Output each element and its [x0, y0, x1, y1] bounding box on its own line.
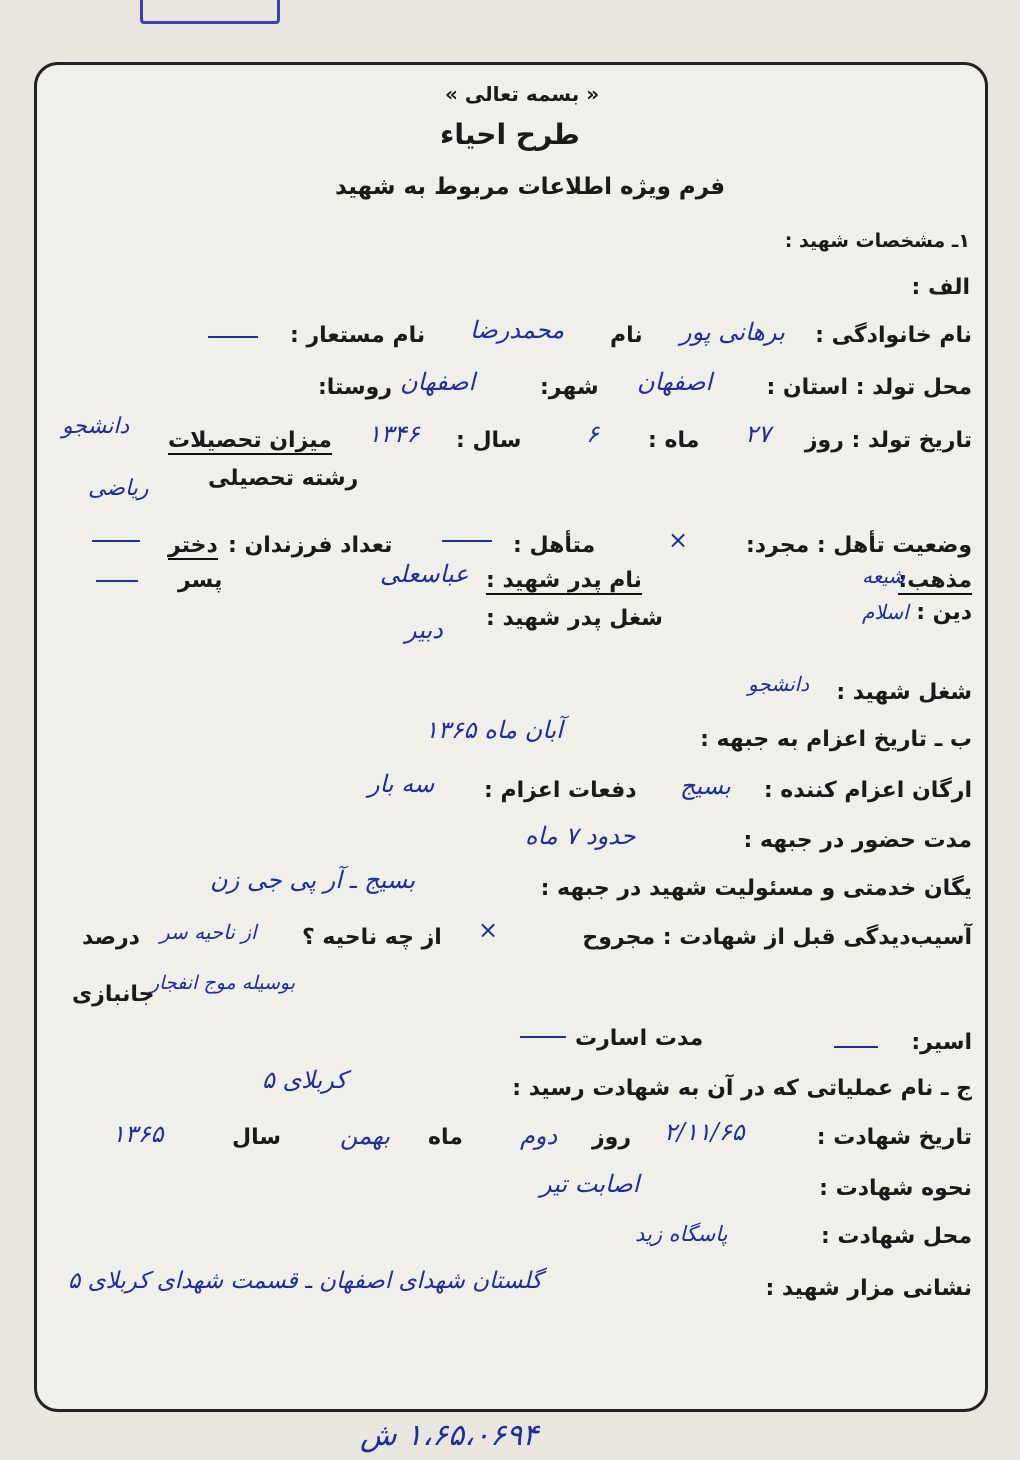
injury-mark: ×: [478, 916, 499, 944]
times-label: دفعات اعزام :: [484, 778, 637, 803]
sect-value: شیعه: [862, 564, 906, 588]
family-label: نام خانوادگی :: [815, 323, 972, 348]
manner-value: اصابت تیر: [540, 1170, 640, 1198]
dispatch-label: ب ـ تاریخ اعزام به جبهه :: [700, 727, 972, 752]
religion-value: اسلام: [862, 600, 909, 624]
sect-label: مذهب:: [898, 568, 972, 593]
unit-value: بسیج ـ آر پی جی زن: [210, 866, 415, 894]
education-label: میزان تحصیلات: [168, 428, 332, 453]
times-value: سه بار: [368, 770, 435, 798]
captive-label: اسیر:: [911, 1030, 972, 1055]
field-value: ریاضی: [88, 476, 149, 501]
martyr-year-value: ۱۳۶۵: [112, 1120, 164, 1148]
alef-label: الف :: [911, 275, 970, 300]
married-label: متأهل :: [513, 533, 596, 558]
province-value: اصفهان: [637, 368, 713, 396]
martyr-month-label: ماه: [428, 1125, 463, 1150]
job-value: دانشجو: [748, 672, 810, 696]
archive-number: ۱،۶۵،۰۶۹۴ ش: [360, 1418, 539, 1453]
section-1-title: ۱ـ مشخصات شهید :: [784, 230, 970, 252]
birth-day-value: ۲۷: [745, 420, 771, 448]
father-job-value: دبیر: [405, 616, 443, 644]
org-label: ارگان اعزام کننده :: [763, 778, 972, 803]
birth-month-label: ماه :: [648, 428, 700, 453]
martyr-month-value: بهمن: [340, 1122, 390, 1150]
martyr-day-label: روز: [592, 1125, 632, 1150]
birthdate-label: تاریخ تولد : روز: [804, 428, 972, 453]
area-value: از ناحیه سر: [160, 920, 257, 944]
operation-label: ج ـ نام عملیاتی که در آن به شهادت رسید :: [512, 1076, 972, 1101]
captivity-dash: [520, 1036, 566, 1038]
village-label: روستا:: [318, 375, 393, 400]
operation-value: کربلای ۵: [262, 1066, 347, 1094]
marital-label: وضعیت تأهل : مجرد:: [745, 533, 972, 558]
percent-label: درصد: [82, 925, 140, 950]
married-dash: [442, 540, 492, 542]
martyr-date-value: ۲/۱۱/۶۵: [664, 1118, 745, 1146]
captivity-label: مدت اسارت: [575, 1026, 704, 1051]
name-value: محمدرضا: [470, 316, 565, 344]
name-label: نام: [610, 323, 643, 348]
veteran-label: جانبازی: [72, 982, 155, 1007]
birth-year-label: سال :: [456, 428, 522, 453]
area-note: بوسیله موج انفجار: [150, 972, 295, 994]
father-name-label: نام پدر شهید :: [486, 568, 642, 593]
duration-value: حدود ۷ ماه: [525, 822, 636, 850]
alias-label: نام مستعار :: [290, 323, 426, 348]
father-name-value: عباسعلی: [380, 560, 469, 588]
dispatch-value: آبان ماه ۱۳۶۵: [425, 716, 563, 744]
place-label: محل شهادت :: [820, 1224, 972, 1249]
stamp: [140, 0, 280, 24]
martyr-year-label: سال: [232, 1125, 281, 1150]
grave-label: نشانی مزار شهید :: [765, 1276, 972, 1301]
basmala: « بسمه تعالی »: [445, 82, 600, 106]
birthplace-label: محل تولد : استان :: [766, 375, 972, 400]
martyr-date-label: تاریخ شهادت :: [816, 1125, 972, 1150]
father-job-label: شغل پدر شهید :: [486, 606, 663, 631]
injury-label: آسیب‌دیدگی قبل از شهادت : مجروح: [582, 925, 972, 950]
manner-label: نحوه شهادت :: [819, 1176, 972, 1201]
son-dash: [96, 580, 138, 582]
martyr-day-value: دوم: [520, 1122, 558, 1150]
family-value: برهانی پور: [680, 318, 785, 346]
birth-year-value: ۱۳۴۶: [368, 420, 420, 448]
education-value: دانشجو: [62, 414, 130, 439]
place-value: پاسگاه زید: [635, 1222, 728, 1246]
grave-value: گلستان شهدای اصفهان ـ قسمت شهدای کربلای ۵: [68, 1268, 543, 1294]
children-label: تعداد فرزندان :: [228, 533, 393, 558]
project-title: طرح احیاء: [440, 118, 580, 151]
city-value: اصفهان: [400, 368, 476, 396]
unit-label: یگان خدمتی و مسئولیت شهید در جبهه :: [540, 876, 972, 901]
field-label: رشته تحصیلی: [208, 466, 359, 491]
birth-month-value: ۶: [586, 420, 599, 448]
alias-dash: [208, 336, 258, 338]
daughter-dash: [92, 540, 140, 542]
daughter-label: دختر: [168, 533, 218, 558]
org-value: بسیج: [680, 772, 731, 800]
religion-label: دین :: [916, 600, 972, 625]
captive-dash: [834, 1046, 878, 1048]
single-mark: ×: [668, 526, 689, 554]
job-label: شغل شهید :: [836, 680, 972, 705]
form-title: فرم ویژه اطلاعات مربوط به شهید: [335, 174, 726, 200]
duration-label: مدت حضور در جبهه :: [743, 828, 972, 853]
city-label: شهر:: [540, 375, 599, 400]
son-label: پسر: [178, 568, 223, 593]
area-label: از چه ناحیه ؟: [302, 925, 442, 950]
